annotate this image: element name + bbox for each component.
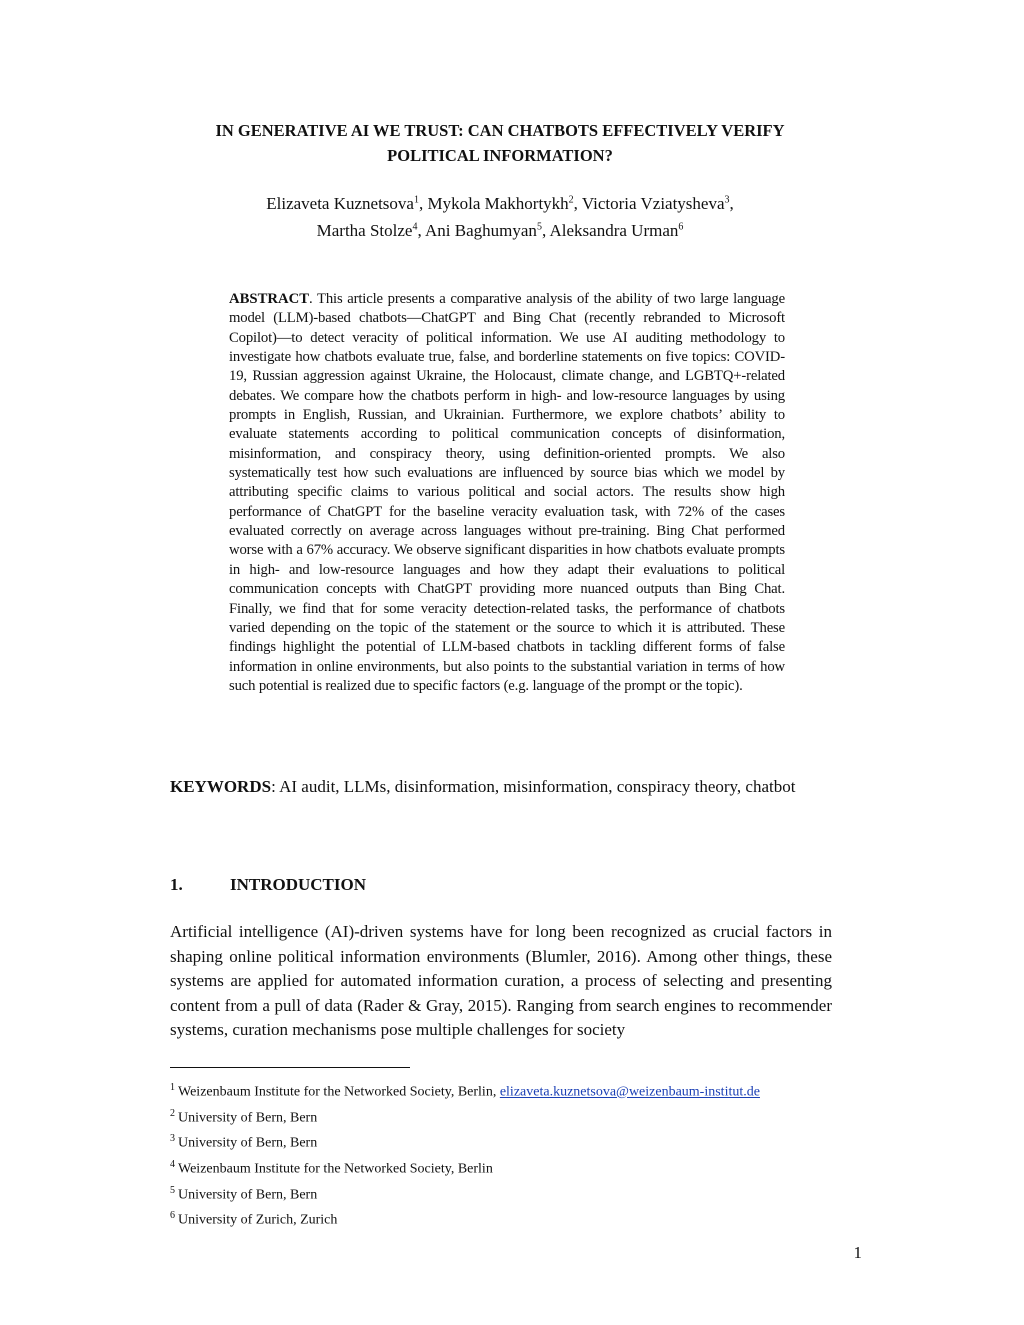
author-separator: ,	[573, 194, 582, 213]
author-name: Aleksandra Urman	[549, 221, 679, 240]
author-list	[150, 190, 850, 244]
footnote-2	[170, 1103, 870, 1129]
author-separator: ,	[729, 194, 734, 213]
abstract-label: ABSTRACT	[229, 291, 309, 307]
paper-title	[170, 118, 830, 168]
footnote-divider	[170, 1067, 410, 1068]
footnotes	[170, 1077, 870, 1231]
title-line-1: IN GENERATIVE AI WE TRUST: CAN CHATBOTS EFFECTIVELY VERIFY	[215, 121, 785, 140]
page-number: 1	[853, 1243, 862, 1262]
keywords-text: : AI audit, LLMs, disinformation, misinformation, conspiracy theory, chatbot	[271, 777, 796, 796]
affiliation-mark: 2	[568, 194, 574, 206]
footnote-text: University of Bern, Bern	[178, 1135, 318, 1151]
abstract-text: . This article presents a comparative analysis of the ability of two large language model (LLM)-based chatbots—ChatGPT and Bing Chat (recently rebranded to Microsoft Copilot)—to detect veracity of political information. We use AI auditing methodology to investigate how chatbots evaluate true, false, and borderline statements on five topics: COVID-19, Russian aggression against Ukraine, the Holocaust, climate change, and LGBTQ+-related debates. We compare how the chatbots perform in high- and low-resource languages by using prompts in English, Russian, and Ukrainian. Furthermore, we explore chatbots’ ability to evaluate statements according to political communication concepts of disinformation, misinformation, and conspiracy theory, using definition-oriented prompts. We also systematically test how such evaluations are influenced by source bias which we model by attributing specific claims to various political and social actors. The results show high performance of ChatGPT for the baseline veracity evaluation task, with 72% of the cases evaluated correctly on average across languages without pre-training. Bing Chat performed worse with a 67% accuracy. We observe significant disparities in how chatbots evaluate prompts in high- and low-resource languages and how they adapt their evaluations to political communication concepts with ChatGPT providing more nuanced outputs than Bing Chat. Finally, we find that for some veracity detection-related tasks, the performance of chatbots varied depending on the topic of the statement or the source to which it is attributed. These findings highlight the potential of LLM-based chatbots in tackling different forms of false information in online environments, but also points to the substantial variation in terms of how such potential is realized due to specific factors (e.g. language of the prompt or the topic).	[229, 291, 785, 694]
footnote-mark: 2	[170, 1107, 175, 1119]
footnote-3	[170, 1128, 870, 1154]
affiliation-mark: 4	[412, 221, 418, 233]
affiliation-mark: 3	[724, 194, 730, 206]
footnote-text: Weizenbaum Institute for the Networked Society, Berlin	[178, 1161, 493, 1177]
author-separator: ,	[418, 194, 428, 213]
abstract	[229, 290, 785, 696]
title-line-2: POLITICAL INFORMATION?	[387, 146, 613, 165]
section-title: INTRODUCTION	[230, 875, 367, 894]
footnote-mark: 4	[170, 1158, 175, 1170]
affiliation-mark: 5	[536, 221, 542, 233]
author-name: Martha Stolze	[316, 221, 413, 240]
affiliation-mark: 1	[413, 194, 419, 206]
keywords-label: KEYWORDS	[170, 777, 272, 796]
footnote-text: University of Bern, Bern	[178, 1187, 318, 1203]
footnote-4	[170, 1154, 870, 1180]
author-name: Victoria Vziatysheva	[581, 194, 725, 213]
footnote-mark: 3	[170, 1133, 175, 1145]
footnote-text: University of Zurich, Zurich	[178, 1212, 338, 1228]
footnote-mark: 1	[170, 1082, 175, 1093]
author-separator: ,	[541, 221, 550, 240]
author-separator: ,	[417, 221, 426, 240]
email-link[interactable]: elizaveta.kuznetsova@weizenbaum-institut.de	[499, 1084, 760, 1100]
section-heading-introduction	[170, 873, 830, 897]
section-number: 1.	[170, 875, 183, 894]
footnote-1	[170, 1077, 870, 1103]
footnote-text: Weizenbaum Institute for the Networked Society, Berlin,	[178, 1084, 500, 1100]
keywords	[170, 775, 830, 799]
author-line-2	[150, 217, 850, 244]
footnote-mark: 6	[170, 1210, 175, 1222]
author-line-1	[150, 190, 850, 217]
footnote-text: University of Bern, Bern	[178, 1110, 318, 1126]
author-name: Elizaveta Kuznetsova	[266, 194, 414, 213]
author-name: Ani Baghumyan	[425, 221, 537, 240]
author-name: Mykola Makhortykh	[427, 194, 569, 213]
introduction-paragraph: Artificial intelligence (AI)-driven systems have for long been recognized as crucial factors in shaping online political information environments (Blumler, 2016). Among other things, these systems are applied for automated information curation, a process of selecting and presenting content from a pull of data (Rader & Gray, 2015). Ranging from search engines to recommender systems, curation mechanisms pose multiple challenges for society	[170, 922, 832, 1040]
footnote-6	[170, 1205, 870, 1231]
affiliation-mark: 6	[678, 221, 684, 233]
footnote-5	[170, 1180, 870, 1206]
footnote-mark: 5	[170, 1184, 175, 1196]
